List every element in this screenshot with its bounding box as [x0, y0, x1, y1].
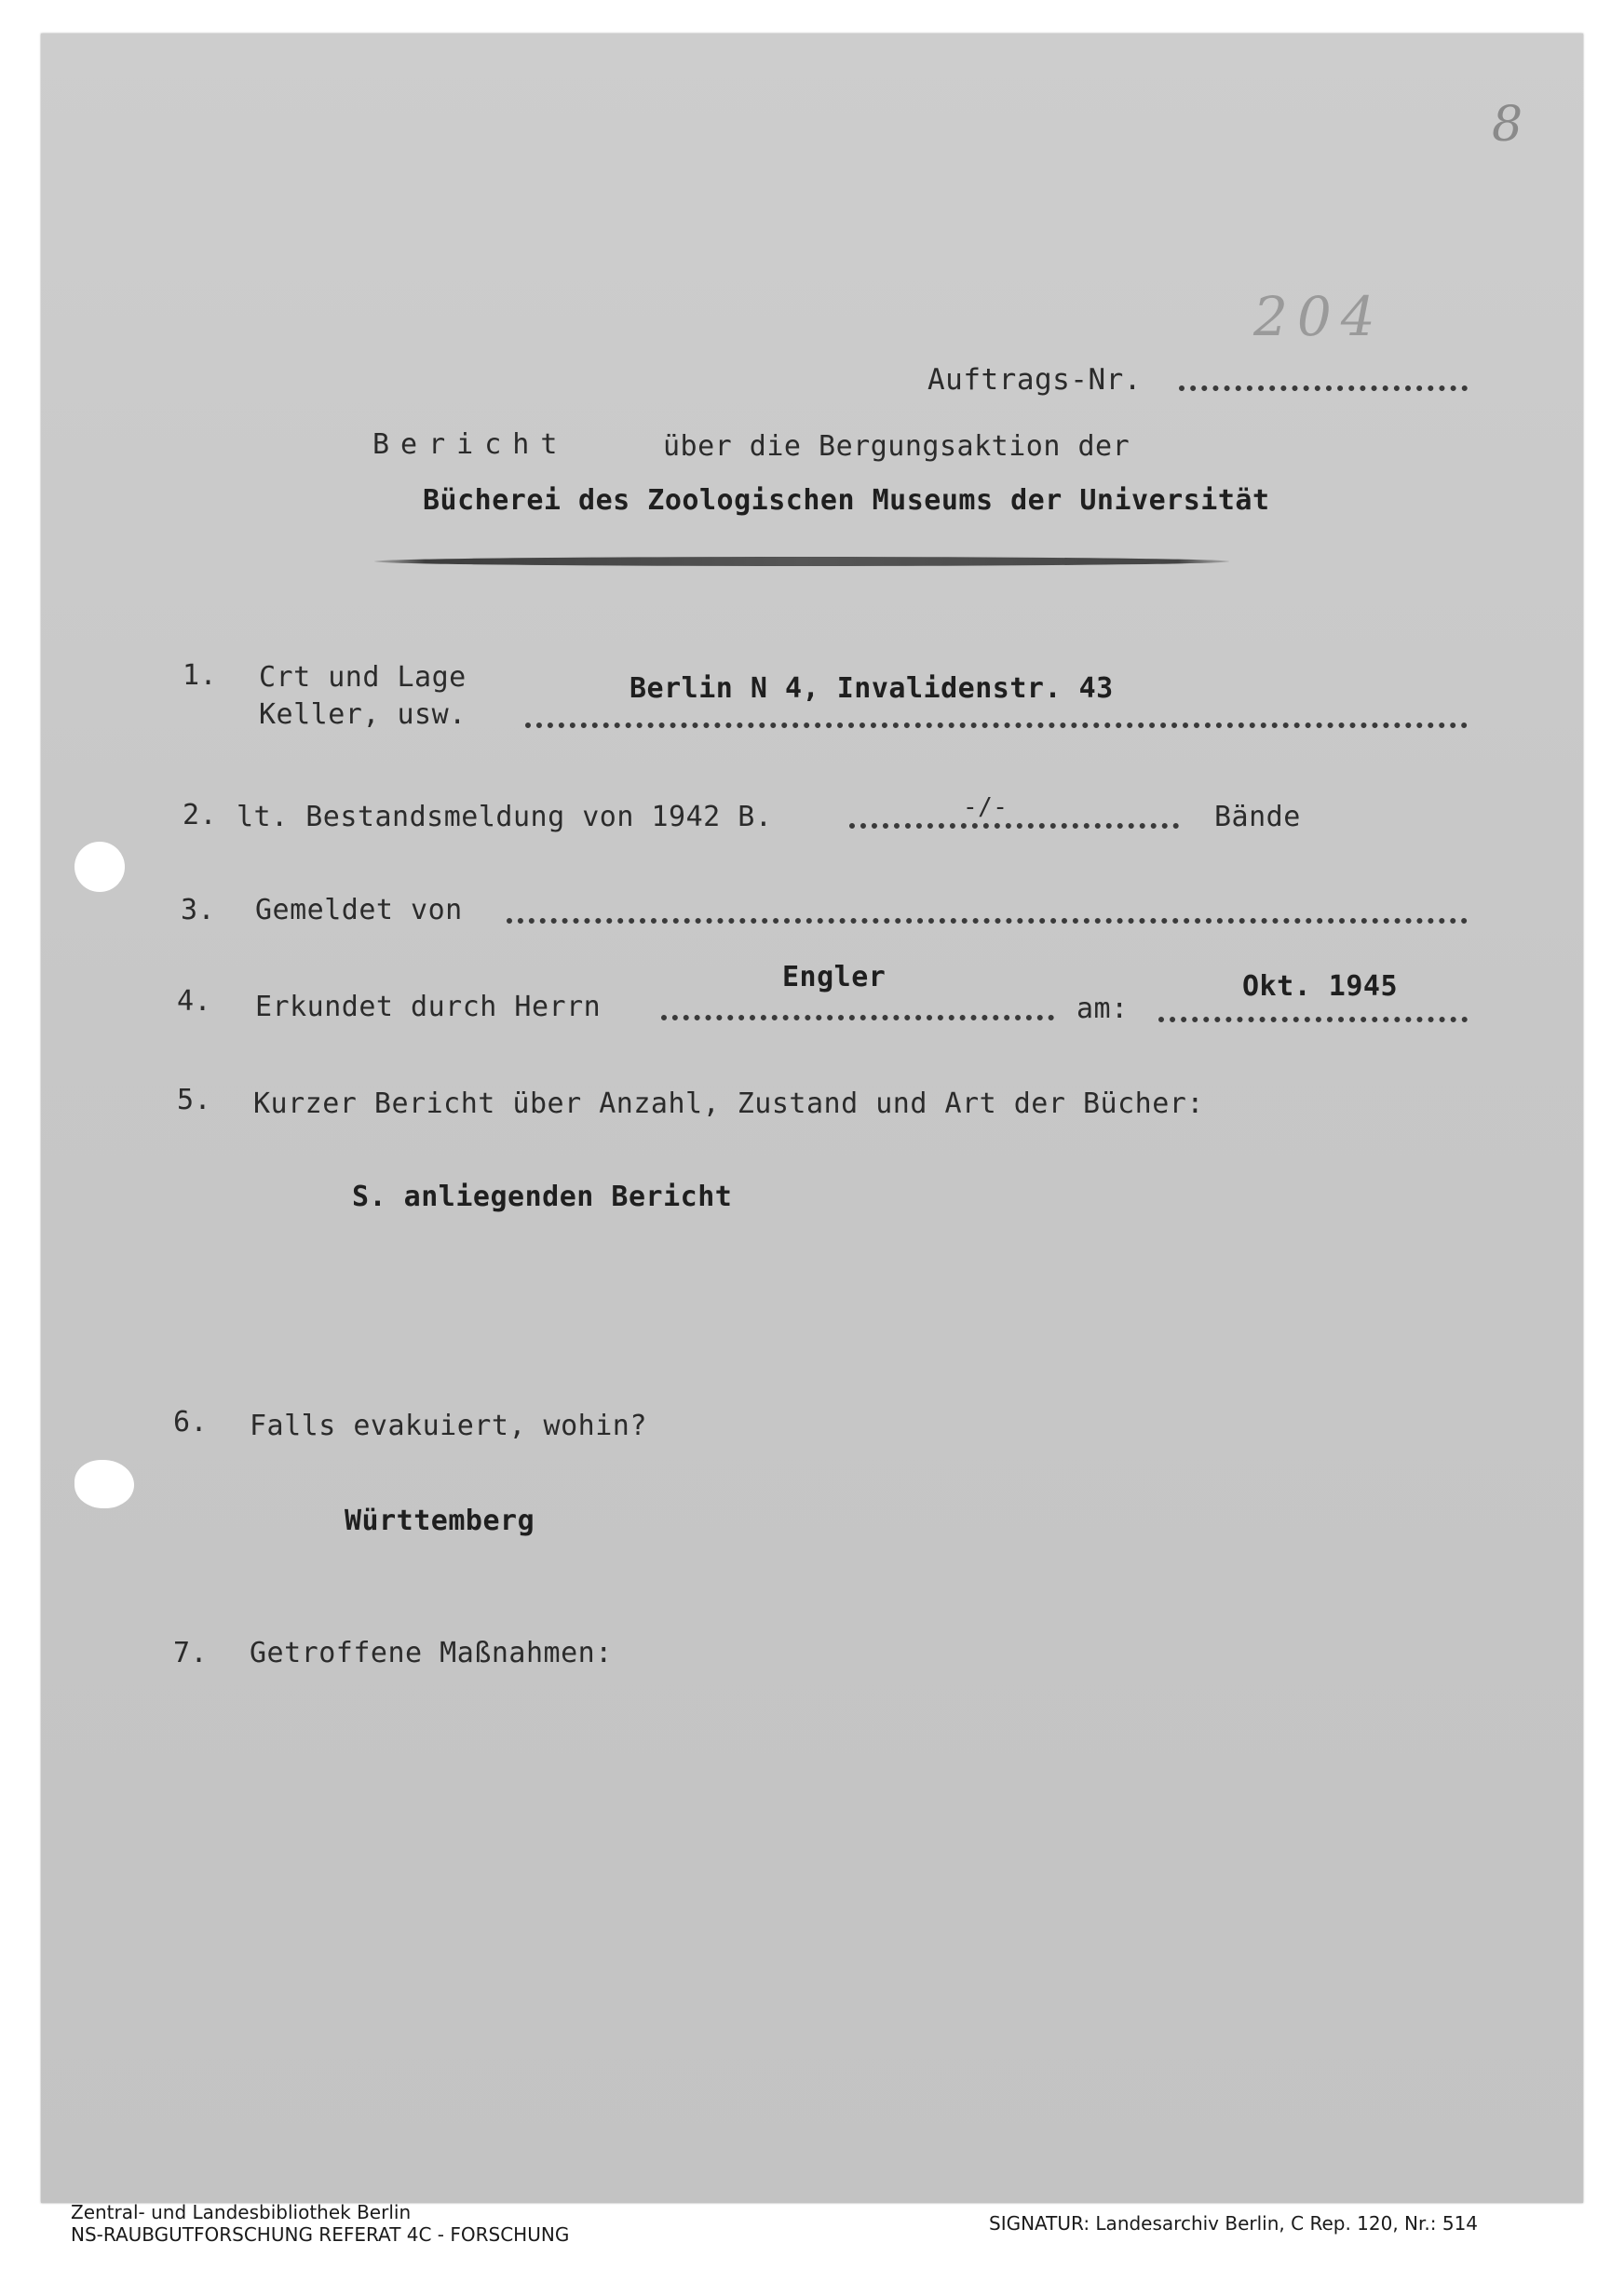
punch-hole-top	[74, 842, 125, 892]
item-6-label: Falls evakuiert, wohin?	[250, 1410, 647, 1442]
title-line2: Bücherei des Zoologischen Museums der Universität	[423, 484, 1270, 517]
item-2-label: lt. Bestandsmeldung von 1942 B.	[237, 801, 773, 833]
item-1-value: Berlin N 4, Invalidenstr. 43	[630, 672, 1114, 705]
item-5-value: S. anliegenden Bericht	[352, 1181, 733, 1213]
item-2-dots	[849, 823, 1179, 829]
order-label: Auftrags-Nr.	[927, 363, 1142, 397]
footer-left-line2: NS-RAUBGUTFORSCHUNG REFERAT 4C - FORSCHUNG	[71, 2223, 570, 2246]
item-4-value: Engler	[782, 961, 887, 993]
item-3-number: 3.	[181, 894, 216, 926]
item-5-number: 5.	[177, 1084, 212, 1116]
footer-signature: SIGNATUR: Landesarchiv Berlin, C Rep. 120, Nr.: 514	[989, 2212, 1479, 2235]
item-7-number: 7.	[173, 1637, 209, 1669]
title-underline	[374, 557, 1229, 566]
item-2-suffix: Bände	[1214, 801, 1301, 833]
order-dots	[1179, 385, 1468, 391]
item-4-dots	[661, 1015, 1054, 1020]
order-number-pencil: 204	[1253, 285, 1385, 348]
item-7-label: Getroffene Maßnahmen:	[250, 1637, 613, 1669]
item-6-number: 6.	[173, 1406, 209, 1438]
item-1-number: 1.	[183, 659, 218, 692]
item-3-dots	[507, 918, 1468, 924]
document-sheet	[41, 34, 1583, 2203]
footer-left-line1: Zentral- und Landesbibliothek Berlin	[71, 2201, 412, 2223]
item-1-label-line2: Keller, usw.	[259, 698, 467, 731]
punch-hole-bottom	[74, 1460, 134, 1508]
item-4-date-label: am:	[1076, 993, 1129, 1025]
item-1-dots	[525, 723, 1468, 728]
item-2-number: 2.	[183, 799, 218, 831]
title-line1: über die Bergungsaktion der	[663, 430, 1130, 463]
item-4-date-value: Okt. 1945	[1242, 970, 1399, 1003]
item-5-label: Kurzer Bericht über Anzahl, Zustand und Art der Bücher:	[253, 1087, 1204, 1120]
page-number: 8	[1492, 97, 1523, 153]
title-spaced-word: Bericht	[372, 428, 569, 461]
item-1-label-line1: Crt und Lage	[259, 661, 467, 694]
item-4-label: Erkundet durch Herrn	[255, 991, 602, 1023]
item-3-label: Gemeldet von	[255, 894, 463, 926]
item-6-value: Württemberg	[345, 1505, 535, 1537]
item-2-value: -/-	[963, 793, 1009, 821]
item-4-date-dots	[1158, 1017, 1468, 1022]
item-4-number: 4.	[177, 985, 212, 1018]
